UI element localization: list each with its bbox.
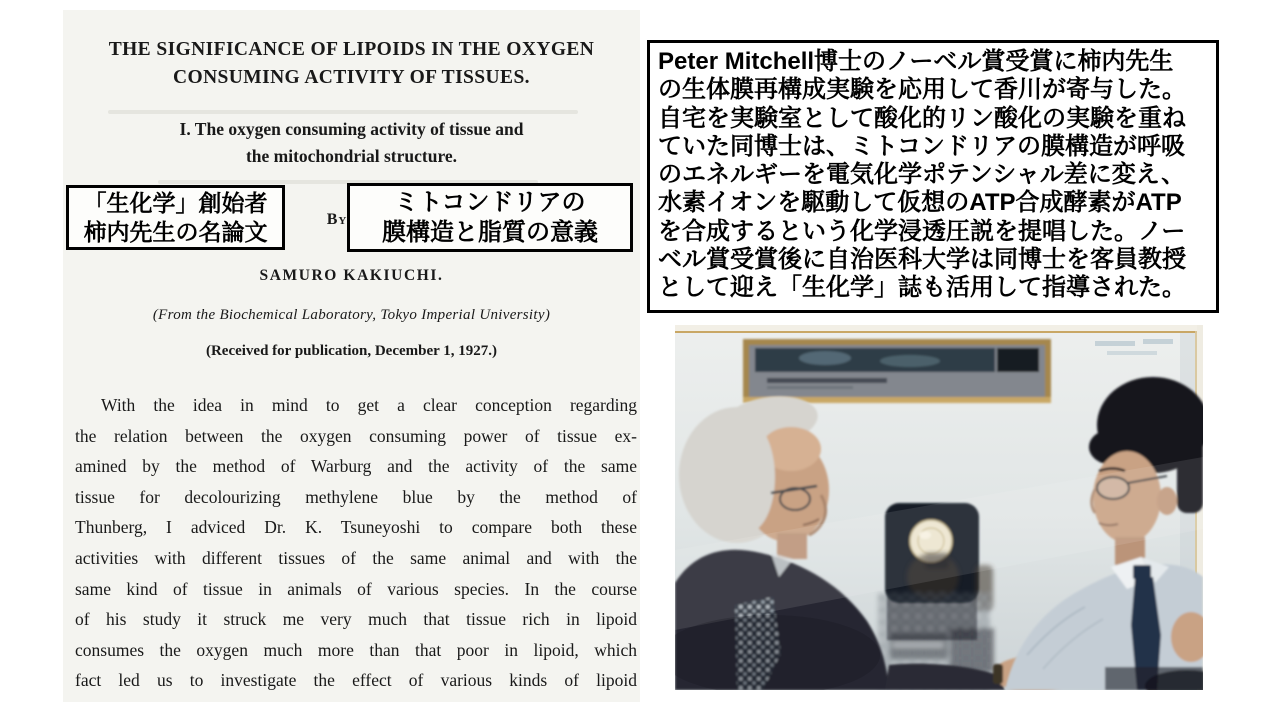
photo-figure: [675, 325, 1203, 690]
body-line: consumes the oxygen much more than that poor in lipoid, which: [75, 639, 637, 660]
body-line: same kind of tissue in animals of various species. In the course: [75, 578, 637, 599]
scan-smudge: [108, 110, 578, 114]
affiliation-line: (From the Biochemical Laboratory, Tokyo Imperial University): [152, 307, 551, 323]
annotation-box-right: [347, 183, 633, 252]
note-line: を合成するという化学浸透圧説を提唱した。ノー: [658, 217, 1186, 245]
by-label: By: [326, 211, 348, 228]
note-line: 水素イオンを駆動して仮想のATP合成酵素がATP: [658, 189, 1182, 217]
paper-title: [63, 36, 640, 92]
paper-subtitle-line2: the mitochondrial structure.: [245, 146, 458, 166]
body-line: the relation between the oxygen consuming power of tissue ex-: [75, 425, 637, 446]
body-line: Thunberg, I adviced Dr. K. Tsuneyoshi to compare both these: [75, 517, 637, 538]
annotation-right-line1: ミトコンドリアの: [394, 188, 586, 216]
received-line: (Received for publication, December 1, 1927.): [205, 343, 498, 359]
annotation-right-line2: 膜構造と脂質の意義: [382, 218, 598, 246]
note-line: 自宅を実験室として酸化的リン酸化の実験を重ね: [658, 104, 1186, 132]
paper-title-line1: THE SIGNIFICANCE OF LIPOIDS IN THE OXYGEN: [108, 39, 595, 60]
paper-subtitle: [63, 116, 640, 170]
paper-title-line2: CONSUMING ACTIVITY OF TISSUES.: [173, 67, 530, 88]
mitchell-note-box: [647, 40, 1219, 313]
paper-scan: [63, 10, 640, 702]
note-line: ベル賞受賞後に自治医科大学は同博士を客員教授: [658, 246, 1186, 274]
body-line: fact led us to investigate the effect of various kinds of lipoid: [75, 670, 637, 691]
note-line: のエネルギーを電気化学ポテンシャル差に変え、: [658, 161, 1186, 189]
body-line: of his study it struck me very much that tissue rich in lipoid: [75, 609, 637, 630]
body-line: tissue for decolourizing methylene blue by the method of: [75, 486, 637, 507]
paper-body: [75, 390, 637, 696]
photo-border: [675, 331, 1203, 333]
note-line: ていた同博士は、ミトコンドリアの膜構造が呼吸: [658, 132, 1186, 160]
author-name: SAMURO KAKIUCHI.: [259, 267, 444, 284]
picture-frame: [743, 339, 1051, 403]
annotation-left-line1: 「生化学」創始者: [83, 189, 268, 216]
photo-scene: [675, 325, 1203, 690]
note-line: として迎え「生化学」誌も活用して指導された。: [658, 274, 1186, 302]
body-line: activities with different tissues of the same animal and with the: [75, 547, 637, 568]
note-line: の生体膜再構成実験を応用して香川が寄与した。: [658, 76, 1186, 104]
body-line: amined by the method of Warburg and the activity of the same: [75, 456, 637, 477]
body-line: With the idea in mind to get a clear conception regarding: [101, 395, 637, 415]
annotation-left-line2: 柿内先生の名論文: [83, 218, 268, 245]
note-line: Peter Mitchell博士のノーベル賞受賞に柿内先生: [658, 48, 1174, 75]
paper-subtitle-line1: I. The oxygen consuming activity of tissue and: [179, 119, 524, 139]
annotation-box-left: [66, 185, 285, 250]
